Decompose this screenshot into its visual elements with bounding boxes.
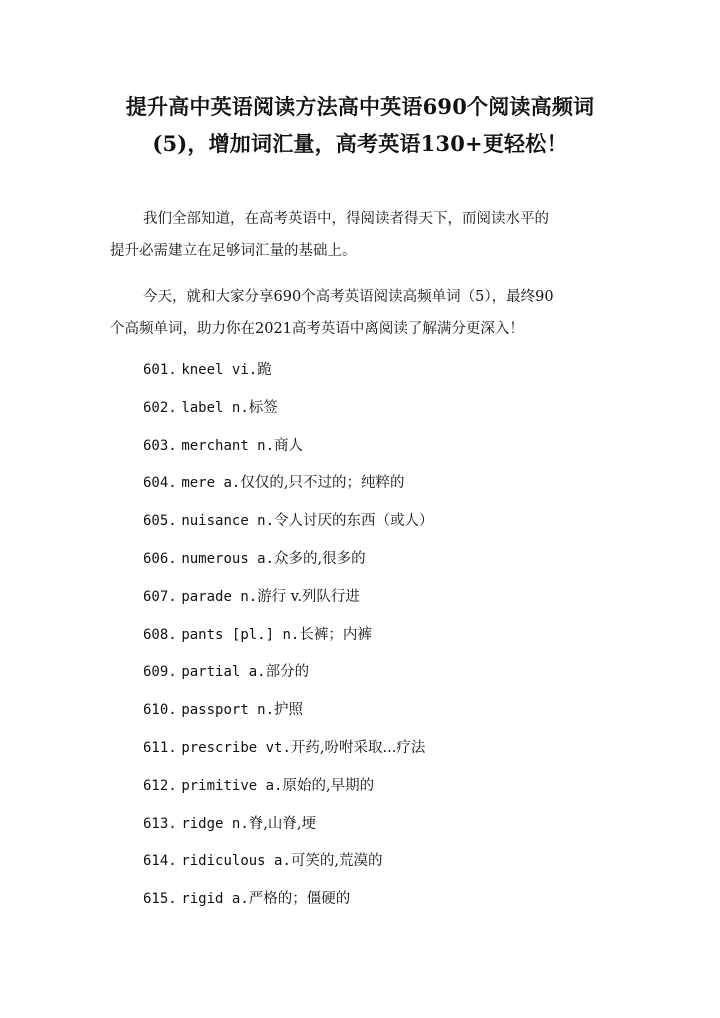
vocab-number: 613. (143, 815, 177, 832)
vocab-number: 609. (143, 664, 177, 681)
vocab-number: 604. (143, 475, 177, 492)
vocab-list (143, 355, 434, 922)
vocab-meaning: 护照 (274, 702, 304, 719)
vocab-word: parade n. (181, 588, 258, 605)
vocab-item (143, 657, 434, 695)
vocab-number: 610. (143, 702, 177, 719)
vocab-number: 611. (143, 739, 177, 756)
vocab-number: 612. (143, 777, 177, 794)
vocab-number: 605. (143, 513, 177, 530)
intro-p2-line-2: 个高频单词，助力你在2021高考英语中离阅读了解满分更深入！ (110, 321, 524, 337)
vocab-meaning: 长裤；内裤 (299, 626, 372, 643)
vocab-meaning: 游行 v.列队行进 (257, 588, 360, 605)
vocab-item (143, 582, 434, 620)
vocab-number: 607. (143, 588, 177, 605)
vocab-item (143, 468, 434, 506)
vocab-word: partial a. (181, 664, 266, 681)
vocab-word: merchant n. (181, 437, 275, 454)
vocab-meaning: 原始的,早期的 (282, 777, 375, 794)
vocab-meaning: 标签 (248, 399, 278, 416)
vocab-word: passport n. (181, 702, 275, 719)
vocab-number: 608. (143, 626, 177, 643)
vocab-word: ridiculous a. (181, 853, 291, 870)
intro-p2-line-1: 今天，就和大家分享690个高考英语阅读高频单词（5），最终90 (143, 289, 554, 305)
vocab-meaning: 开药,吩咐采取...疗法 (290, 739, 426, 756)
vocab-item (143, 733, 434, 771)
intro-paragraph-1 (110, 203, 612, 267)
intro-p1-line-2: 提升必需建立在足够词汇量的基础上。 (110, 243, 357, 259)
vocab-item (143, 809, 434, 847)
vocab-meaning: 部分的 (265, 664, 310, 681)
vocab-meaning: 众多的,很多的 (274, 550, 366, 567)
vocab-word: rigid a. (181, 891, 249, 908)
vocab-word: label n. (181, 399, 249, 416)
vocab-item (143, 393, 434, 431)
vocab-word: numerous a. (181, 550, 275, 567)
vocab-number: 602. (143, 399, 177, 416)
vocab-word: pants [pl.] n. (181, 626, 300, 643)
vocab-number: 614. (143, 853, 177, 870)
vocab-meaning: 商人 (274, 437, 304, 454)
vocab-number: 615. (143, 891, 177, 908)
vocab-item (143, 771, 434, 809)
vocab-number: 601. (143, 362, 177, 378)
vocab-number: 603. (143, 437, 177, 454)
vocab-word: ridge n. (181, 815, 249, 832)
vocab-item (143, 846, 434, 884)
vocab-word: kneel vi. (181, 362, 258, 378)
vocab-item (143, 695, 434, 733)
vocab-word: mere a. (181, 475, 241, 492)
vocab-meaning: 跪 (257, 362, 272, 378)
vocab-meaning: 令人讨厌的东西（或人） (274, 513, 434, 530)
vocab-meaning: 脊,山脊,埂 (248, 815, 316, 832)
vocab-item (143, 506, 434, 544)
vocab-meaning: 仅仅的,只不过的；纯粹的 (240, 475, 405, 492)
intro-paragraph-2 (110, 281, 612, 345)
vocab-word: primitive a. (181, 777, 283, 794)
vocab-meaning: 严格的；僵硬的 (248, 891, 351, 908)
vocab-item (143, 431, 434, 469)
vocab-word: prescribe vt. (181, 739, 291, 756)
vocab-word: nuisance n. (181, 513, 275, 530)
vocab-item (143, 620, 434, 658)
vocab-item (143, 544, 434, 582)
page-title (60, 88, 660, 162)
vocab-meaning: 可笑的,荒漠的 (290, 853, 383, 870)
vocab-item (143, 884, 434, 922)
intro-p1-line-1: 我们全部知道，在高考英语中，得阅读者得天下，而阅读水平的 (143, 211, 549, 227)
title-line-2: (5)，增加词汇量，高考英语130+更轻松！ (152, 131, 568, 156)
title-line-1: 提升高中英语阅读方法高中英语690个阅读高频词 (125, 94, 595, 119)
vocab-item (143, 355, 434, 393)
vocab-number: 606. (143, 550, 177, 567)
